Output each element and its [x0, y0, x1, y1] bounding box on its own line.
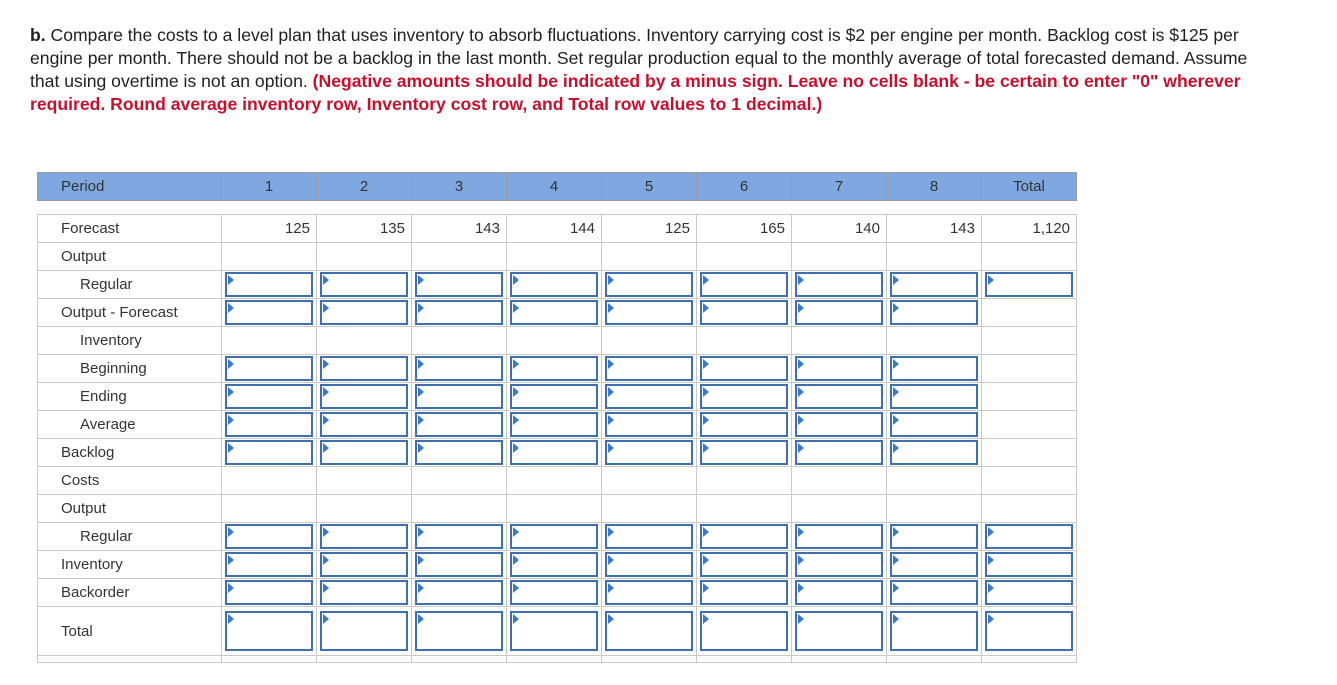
- cost-inventory-input[interactable]: [510, 552, 598, 577]
- average-input[interactable]: [225, 412, 313, 437]
- total-input[interactable]: [605, 611, 693, 651]
- cost-inventory-input[interactable]: [415, 552, 503, 577]
- cost-regular-input[interactable]: [320, 524, 408, 549]
- backlog-row: [38, 439, 1077, 467]
- header-row: [38, 173, 1077, 201]
- regular-input[interactable]: [795, 272, 883, 297]
- question-body: Compare the costs to a level plan that uses inventory to absorb fluctuations. Inventory carrying cost is $2 per engine per month. Backlog cost is $125 per engine per month. There should not be a backlog in the last month. Set regular production equal to the monthly average of total forecasted demand. Assume that using overtime is not an option.: [30, 25, 1248, 91]
- forecast-value: 140: [792, 215, 887, 243]
- forecast-value: 165: [697, 215, 792, 243]
- cost-inventory-total-input[interactable]: [985, 552, 1073, 577]
- header-period-1: 1: [222, 173, 317, 201]
- cost-backorder-input[interactable]: [605, 580, 693, 605]
- cost-backorder-input[interactable]: [320, 580, 408, 605]
- question-text: [30, 24, 1270, 116]
- costs-label: Costs: [38, 467, 222, 495]
- average-input[interactable]: [415, 412, 503, 437]
- average-input[interactable]: [510, 412, 598, 437]
- header-total: Total: [982, 173, 1077, 201]
- regular-input[interactable]: [415, 272, 503, 297]
- grand-total-input[interactable]: [985, 611, 1073, 651]
- header-period: Period: [38, 173, 222, 201]
- output-label: Output: [38, 243, 222, 271]
- total-label: Total: [38, 607, 222, 656]
- header-period-2: 2: [317, 173, 412, 201]
- header-period-8: 8: [887, 173, 982, 201]
- output-minus-forecast-input[interactable]: [415, 300, 503, 325]
- beginning-input[interactable]: [415, 356, 503, 381]
- total-input[interactable]: [510, 611, 598, 651]
- backlog-input[interactable]: [510, 440, 598, 465]
- level-plan-table: [37, 172, 1077, 663]
- average-input[interactable]: [795, 412, 883, 437]
- backlog-input[interactable]: [890, 440, 978, 465]
- cost-inventory-input[interactable]: [795, 552, 883, 577]
- cost-regular-input[interactable]: [890, 524, 978, 549]
- cost-regular-row: [38, 523, 1077, 551]
- cost-regular-label: Regular: [38, 523, 222, 551]
- cost-backorder-input[interactable]: [510, 580, 598, 605]
- ending-input[interactable]: [795, 384, 883, 409]
- cost-backorder-row: [38, 579, 1077, 607]
- regular-input[interactable]: [225, 272, 313, 297]
- ending-input[interactable]: [890, 384, 978, 409]
- backlog-input[interactable]: [225, 440, 313, 465]
- cost-output-label: Output: [38, 495, 222, 523]
- header-period-3: 3: [412, 173, 507, 201]
- backlog-input[interactable]: [415, 440, 503, 465]
- cost-output-row: [38, 495, 1077, 523]
- output-minus-forecast-input[interactable]: [225, 300, 313, 325]
- forecast-value: 143: [887, 215, 982, 243]
- backlog-input[interactable]: [320, 440, 408, 465]
- cost-backorder-total-input[interactable]: [985, 580, 1073, 605]
- total-input[interactable]: [225, 611, 313, 651]
- cost-backorder-input[interactable]: [415, 580, 503, 605]
- beginning-input[interactable]: [700, 356, 788, 381]
- beginning-row: [38, 355, 1077, 383]
- table-bottom-border: [38, 656, 1077, 663]
- ending-input[interactable]: [415, 384, 503, 409]
- inventory-row: [38, 327, 1077, 355]
- cost-regular-input[interactable]: [415, 524, 503, 549]
- ending-input[interactable]: [605, 384, 693, 409]
- regular-total-input[interactable]: [985, 272, 1073, 297]
- forecast-label: Forecast: [38, 215, 222, 243]
- forecast-value: 144: [507, 215, 602, 243]
- beginning-label: Beginning: [38, 355, 222, 383]
- average-row: [38, 411, 1077, 439]
- regular-input[interactable]: [605, 272, 693, 297]
- beginning-input[interactable]: [605, 356, 693, 381]
- header-period-4: 4: [507, 173, 602, 201]
- total-input[interactable]: [700, 611, 788, 651]
- cost-inventory-input[interactable]: [700, 552, 788, 577]
- ending-input[interactable]: [225, 384, 313, 409]
- backlog-label: Backlog: [38, 439, 222, 467]
- average-input[interactable]: [700, 412, 788, 437]
- costs-row: [38, 467, 1077, 495]
- cost-backorder-input[interactable]: [700, 580, 788, 605]
- cost-regular-input[interactable]: [700, 524, 788, 549]
- forecast-total: 1,120: [982, 215, 1077, 243]
- forecast-value: 143: [412, 215, 507, 243]
- ending-input[interactable]: [320, 384, 408, 409]
- cost-regular-input[interactable]: [795, 524, 883, 549]
- cost-regular-input[interactable]: [510, 524, 598, 549]
- average-input[interactable]: [890, 412, 978, 437]
- output-minus-forecast-input[interactable]: [320, 300, 408, 325]
- regular-input[interactable]: [510, 272, 598, 297]
- cost-regular-total-input[interactable]: [985, 524, 1073, 549]
- spacer: [38, 201, 1077, 215]
- output-minus-forecast-input[interactable]: [605, 300, 693, 325]
- beginning-input[interactable]: [320, 356, 408, 381]
- total-input[interactable]: [415, 611, 503, 651]
- cost-regular-input[interactable]: [225, 524, 313, 549]
- regular-row: [38, 271, 1077, 299]
- question-instruction: (Negative amounts should be indicated by a minus sign. Leave no cells blank - be certain to enter "0" wherever required. Round average inventory row, Inventory cost row, and Total row values to 1 decimal.): [30, 71, 1241, 114]
- cost-backorder-input[interactable]: [225, 580, 313, 605]
- ending-input[interactable]: [510, 384, 598, 409]
- backlog-input[interactable]: [795, 440, 883, 465]
- beginning-input[interactable]: [510, 356, 598, 381]
- average-input[interactable]: [320, 412, 408, 437]
- average-input[interactable]: [605, 412, 693, 437]
- cost-backorder-label: Backorder: [38, 579, 222, 607]
- cost-backorder-input[interactable]: [795, 580, 883, 605]
- cost-inventory-input[interactable]: [225, 552, 313, 577]
- average-label: Average: [38, 411, 222, 439]
- total-input[interactable]: [795, 611, 883, 651]
- output-minus-forecast-input[interactable]: [700, 300, 788, 325]
- cost-inventory-row: [38, 551, 1077, 579]
- beginning-input[interactable]: [795, 356, 883, 381]
- ending-label: Ending: [38, 383, 222, 411]
- question-label: b.: [30, 25, 46, 45]
- output-minus-forecast-input[interactable]: [890, 300, 978, 325]
- ending-row: [38, 383, 1077, 411]
- header-period-5: 5: [602, 173, 697, 201]
- cost-inventory-input[interactable]: [890, 552, 978, 577]
- total-input[interactable]: [320, 611, 408, 651]
- beginning-input[interactable]: [225, 356, 313, 381]
- backlog-input[interactable]: [700, 440, 788, 465]
- backlog-input[interactable]: [605, 440, 693, 465]
- cost-backorder-input[interactable]: [890, 580, 978, 605]
- regular-input[interactable]: [320, 272, 408, 297]
- beginning-input[interactable]: [890, 356, 978, 381]
- header-period-6: 6: [697, 173, 792, 201]
- cost-inventory-input[interactable]: [320, 552, 408, 577]
- total-row: [38, 607, 1077, 656]
- inventory-label: Inventory: [38, 327, 222, 355]
- total-input[interactable]: [890, 611, 978, 651]
- regular-input[interactable]: [890, 272, 978, 297]
- regular-label: Regular: [38, 271, 222, 299]
- cost-inventory-input[interactable]: [605, 552, 693, 577]
- cost-inventory-label: Inventory: [38, 551, 222, 579]
- forecast-value: 135: [317, 215, 412, 243]
- output-minus-forecast-input[interactable]: [795, 300, 883, 325]
- forecast-value: 125: [602, 215, 697, 243]
- output-minus-forecast-row: [38, 299, 1077, 327]
- forecast-value: 125: [222, 215, 317, 243]
- output-row: [38, 243, 1077, 271]
- forecast-row: [38, 215, 1077, 243]
- header-period-7: 7: [792, 173, 887, 201]
- ending-input[interactable]: [700, 384, 788, 409]
- cost-regular-input[interactable]: [605, 524, 693, 549]
- output-minus-forecast-input[interactable]: [510, 300, 598, 325]
- output-minus-forecast-label: Output - Forecast: [38, 299, 222, 327]
- regular-input[interactable]: [700, 272, 788, 297]
